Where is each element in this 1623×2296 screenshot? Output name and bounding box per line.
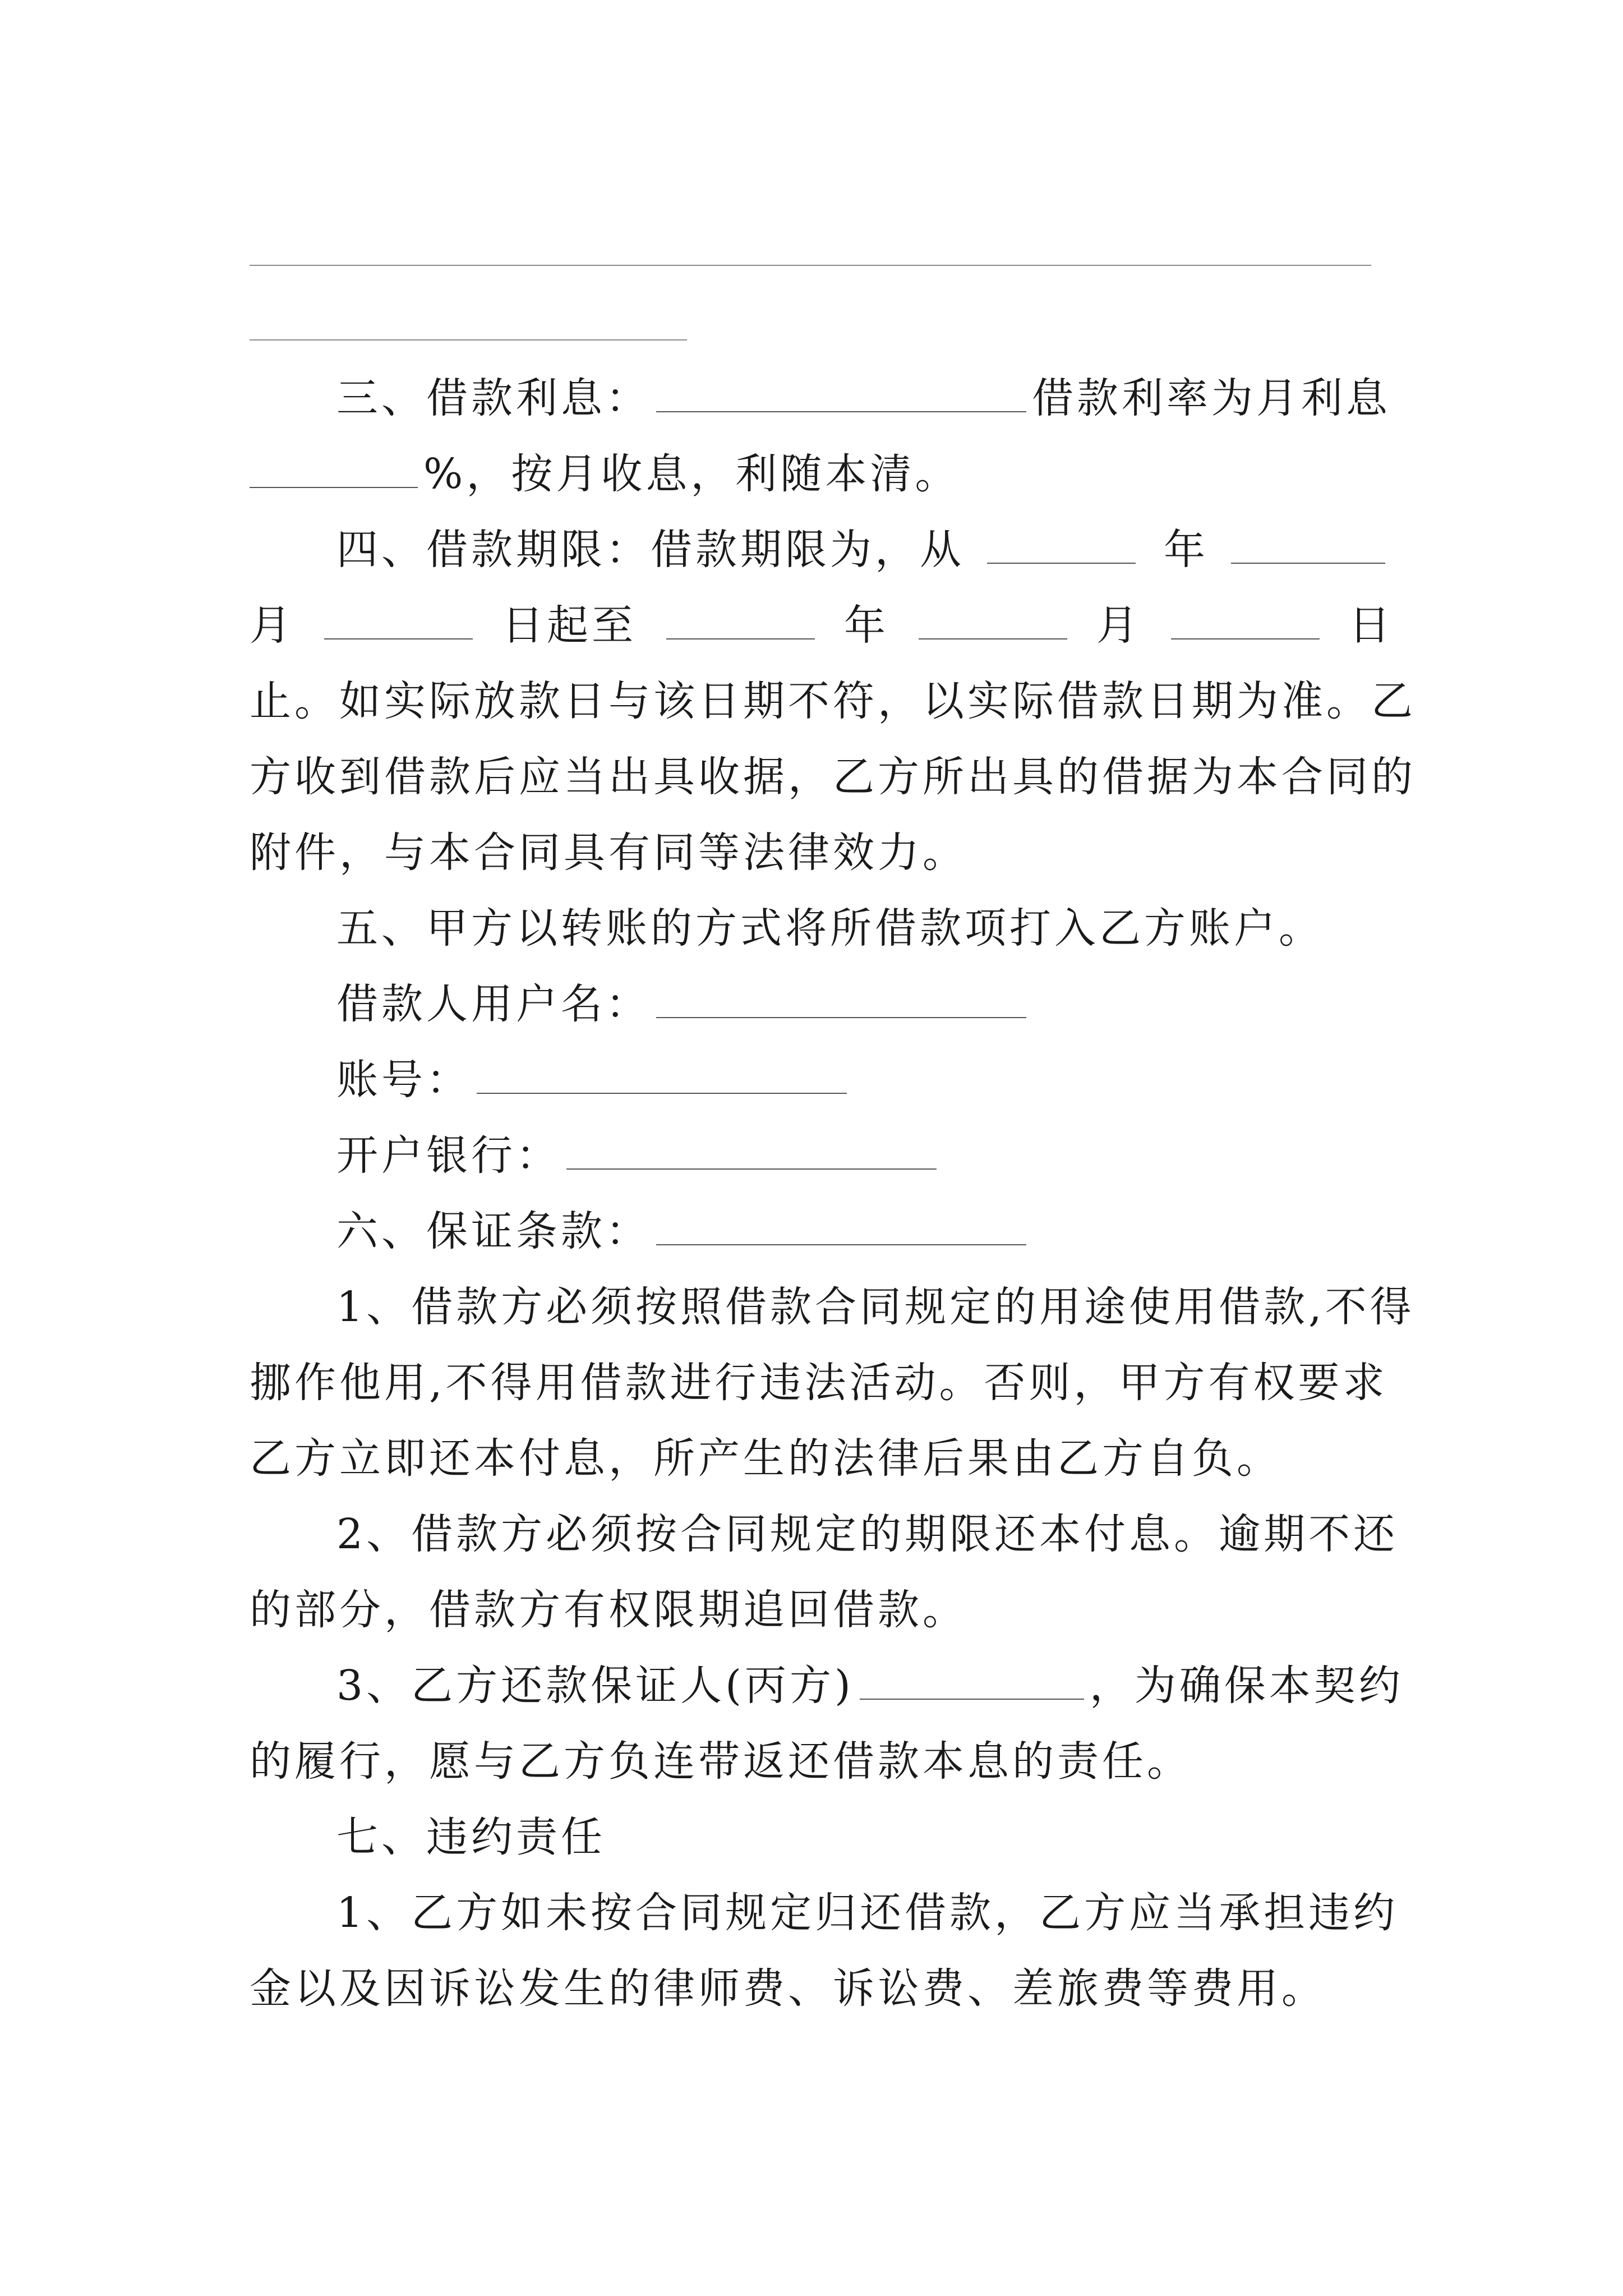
end-day-blank[interactable] xyxy=(1171,599,1320,639)
article-7-item-1-line-2: 金以及因诉讼发生的律师费、诉讼费、差旅费等费用。 xyxy=(250,1964,1326,2013)
article-7-item-1-line-1: 1、乙方如未按合同规定归还借款，乙方应当承担违约 xyxy=(336,1889,1399,1937)
month-label: 月 xyxy=(250,601,294,650)
article-6-item-3-line-1 xyxy=(336,1658,1404,1714)
article-5-text: 五、甲方以转账的方式将所借款项打入乙方账户。 xyxy=(336,904,1324,953)
article-6-item-1-line-3: 乙方立即还本付息，所产生的法律后果由乙方自负。 xyxy=(250,1434,1281,1483)
article-6-item-1-line-1: 1、借款方必须按照借款合同规定的用途使用借款,不得 xyxy=(336,1283,1415,1331)
article-4-line-2 xyxy=(250,597,1394,654)
blank-line xyxy=(250,339,687,341)
year-label: 年 xyxy=(1164,526,1209,574)
article-6-label: 六、保证条款： xyxy=(336,1207,651,1255)
article-3-percent-text: %，按月收息，利随本清。 xyxy=(423,450,960,498)
account-number-label: 账号： xyxy=(336,1056,471,1104)
account-number-row xyxy=(336,1052,1394,1108)
day-from-label: 日起至 xyxy=(502,601,637,650)
account-name-blank[interactable] xyxy=(656,978,1026,1018)
article-6-item-3-line-2: 的履行，愿与乙方负连带返还借款本息的责任。 xyxy=(250,1737,1192,1786)
guarantor-blank[interactable] xyxy=(860,1659,1084,1700)
article-4-line-1 xyxy=(336,522,1394,578)
bank-blank[interactable] xyxy=(566,1129,937,1170)
article-6-item-1-line-2: 挪作他用,不得用借款进行违法活动。否则，甲方有权要求 xyxy=(250,1359,1388,1407)
article-6-item-2-line-2: 的部分，借款方有权限期追回借款。 xyxy=(250,1586,967,1634)
article-4-line-4: 方收到借款后应当出具收据，乙方所出具的借据为本合同的 xyxy=(250,753,1416,801)
rate-percent-blank[interactable] xyxy=(250,448,418,488)
account-name-label: 借款人用户名： xyxy=(336,980,651,1028)
end-year-blank[interactable] xyxy=(666,599,815,639)
guarantor-post-text: ，为确保本契约 xyxy=(1089,1662,1404,1710)
bank-label: 开户银行： xyxy=(336,1131,561,1180)
article-7-title: 七、违约责任 xyxy=(336,1813,606,1861)
start-day-blank[interactable] xyxy=(324,599,473,639)
article-3-line-2 xyxy=(250,446,1394,502)
article-6-row xyxy=(336,1203,1394,1259)
guarantee-blank[interactable] xyxy=(656,1205,1026,1245)
article-6-item-2-line-1: 2、借款方必须按合同规定的期限还本付息。逾期不还 xyxy=(336,1510,1399,1558)
guarantor-label: 3、乙方还款保证人(丙方) xyxy=(336,1662,854,1710)
article-4-label: 四、借款期限：借款期限为，从 xyxy=(336,526,965,574)
article-3-label: 三、借款利息： xyxy=(336,374,651,422)
start-year-blank[interactable] xyxy=(987,523,1136,564)
article-4-line-3: 止。如实际放款日与该日期不符，以实际借款日期为准。乙 xyxy=(250,677,1416,725)
month-label: 月 xyxy=(1096,601,1141,650)
account-name-row xyxy=(336,976,1394,1032)
year-label: 年 xyxy=(844,601,889,650)
interest-blank[interactable] xyxy=(656,372,1026,412)
bank-row xyxy=(336,1128,1394,1184)
account-number-blank[interactable] xyxy=(477,1053,847,1094)
article-3-rate-text: 借款利率为月利息 xyxy=(1032,374,1391,422)
end-month-blank[interactable] xyxy=(919,599,1067,639)
article-3-line-1 xyxy=(336,370,1394,426)
blank-line xyxy=(250,265,1371,266)
day-end-label: 日 xyxy=(1349,601,1394,650)
start-month-blank[interactable] xyxy=(1231,523,1385,564)
article-4-line-5: 附件，与本合同具有同等法律效力。 xyxy=(250,829,967,877)
